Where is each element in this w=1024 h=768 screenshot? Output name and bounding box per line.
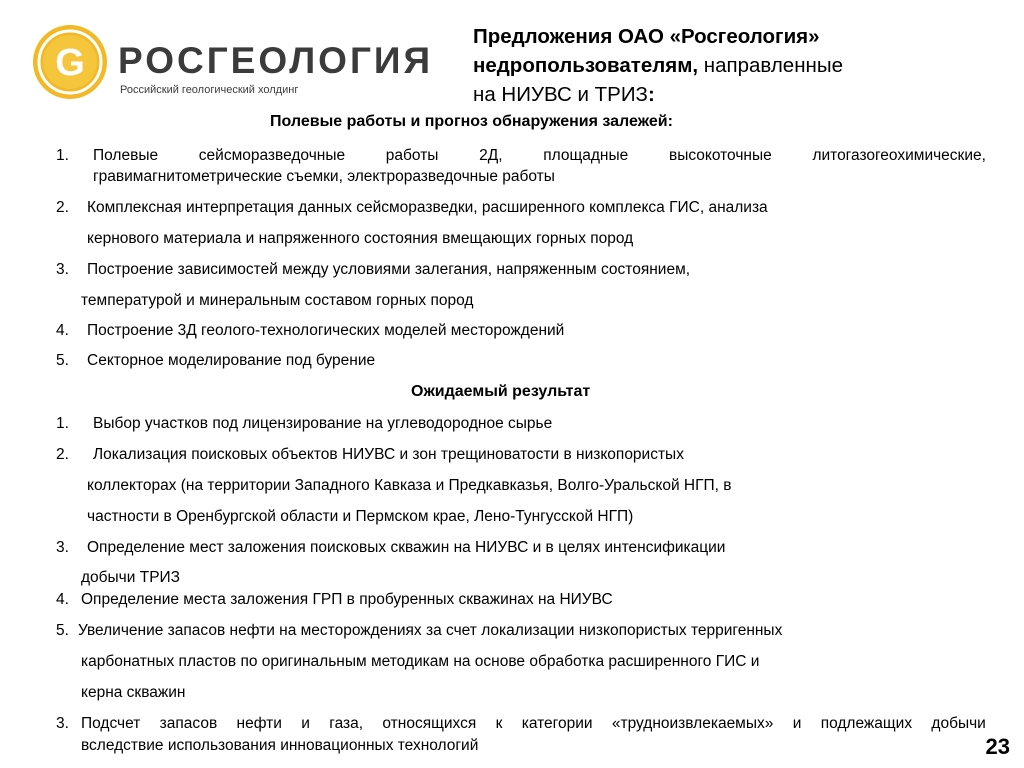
s1-item1-line1: Полевые сейсморазведочные работы 2Д, площадные высокоточные литогазогеохимические, xyxy=(93,147,986,164)
s2-item3-line2: добычи ТРИЗ xyxy=(81,569,181,586)
title-colon: : xyxy=(647,83,655,106)
s2-item6-line2: вследствие использования инновационных технологий xyxy=(81,737,479,754)
page-number: 23 xyxy=(985,734,1010,759)
s1-item2-line2: кернового материала и напряженного состояния вмещающих горных пород xyxy=(87,230,634,247)
s1-item3-line2: температурой и минеральным составом горных пород xyxy=(81,292,474,309)
slide-title xyxy=(473,22,843,109)
s1-item1-line2: гравимагнитометрические съемки, электроразведочные работы xyxy=(93,168,555,185)
rosgeologia-logo-icon xyxy=(30,22,110,102)
s2-item4-line1: Определение места заложения ГРП в пробуренных скважинах на НИУВС xyxy=(81,591,613,608)
s2-item1-line1: Выбор участков под лицензирование на углеводородное сырье xyxy=(93,415,553,432)
section2-heading-rest: результат xyxy=(512,383,591,400)
logo-name: РОСГЕОЛОГИЯ xyxy=(118,40,434,81)
s2-item4-num: 4. xyxy=(56,591,69,608)
s1-item1-num: 1. xyxy=(56,147,69,164)
s1-item2-num: 2. xyxy=(56,199,69,216)
s2-item5-line2: карбонатных пластов по оригинальным методикам на основе обработка расширенного ГИС и xyxy=(81,653,760,670)
s2-item2-line2: коллекторах (на территории Западного Кавказа и Предкавказья, Волго-Уральской НГП, в xyxy=(87,477,732,494)
title-bold-line1: Предложения ОАО «Росгеология» xyxy=(473,25,820,48)
s1-item5-num: 5. xyxy=(56,352,69,369)
s2-item5-num: 5. xyxy=(56,622,69,639)
s1-item5-line1: Секторное моделирование под бурение xyxy=(87,352,376,369)
section2-heading xyxy=(411,383,590,401)
title-bold-line2: недропользователям, xyxy=(473,54,699,77)
section1-heading: Полевые работы и прогноз обнаружения залежей: xyxy=(270,113,673,130)
rosgeologia-logo xyxy=(30,22,434,102)
s2-item3-num: 3. xyxy=(56,539,69,556)
s2-item2-num: 2. xyxy=(56,446,69,463)
s1-item3-line1: Построение зависимостей между условиями залегания, напряженным состоянием, xyxy=(87,261,691,278)
s1-item3-num: 3. xyxy=(56,261,69,278)
s2-item6-line1: Подсчет запасов нефти и газа, относящихся к категории «трудноизвлекаемых» и подлежащих добычи xyxy=(81,715,986,732)
s2-item5-line1: Увеличение запасов нефти на месторождениях за счет локализации низкопористых терригенных xyxy=(78,622,783,639)
s2-item3-line1: Определение мест заложения поисковых скважин на НИУВС и в целях интенсификации xyxy=(87,539,726,556)
s2-item5-line3: керна скважин xyxy=(81,684,186,701)
s1-item4-line1: Построение 3Д геолого-технологических моделей месторождений xyxy=(87,322,565,339)
s1-item2-line1: Комплексная интерпретация данных сейсморазведки, расширенного комплекса ГИС, анализа xyxy=(87,199,768,216)
logo-subtitle: Российский геологический холдинг xyxy=(120,84,299,96)
title-normal-line3: на НИУВС и ТРИЗ xyxy=(473,83,648,106)
title-normal-line2: направленные xyxy=(698,54,843,77)
logo-letter: G xyxy=(55,42,85,84)
s2-item1-num: 1. xyxy=(56,415,69,432)
s1-item4-num: 4. xyxy=(56,322,69,339)
s2-item2-line1: Локализация поисковых объектов НИУВС и зон трещиноватости в низкопористых xyxy=(93,446,684,463)
section2-heading-bold: Ожидаемый xyxy=(411,383,513,400)
s2-item6-num: 3. xyxy=(56,715,69,732)
s2-item2-line3: частности в Оренбургской области и Пермском крае, Лено-Тунгусской НГП) xyxy=(87,508,634,525)
